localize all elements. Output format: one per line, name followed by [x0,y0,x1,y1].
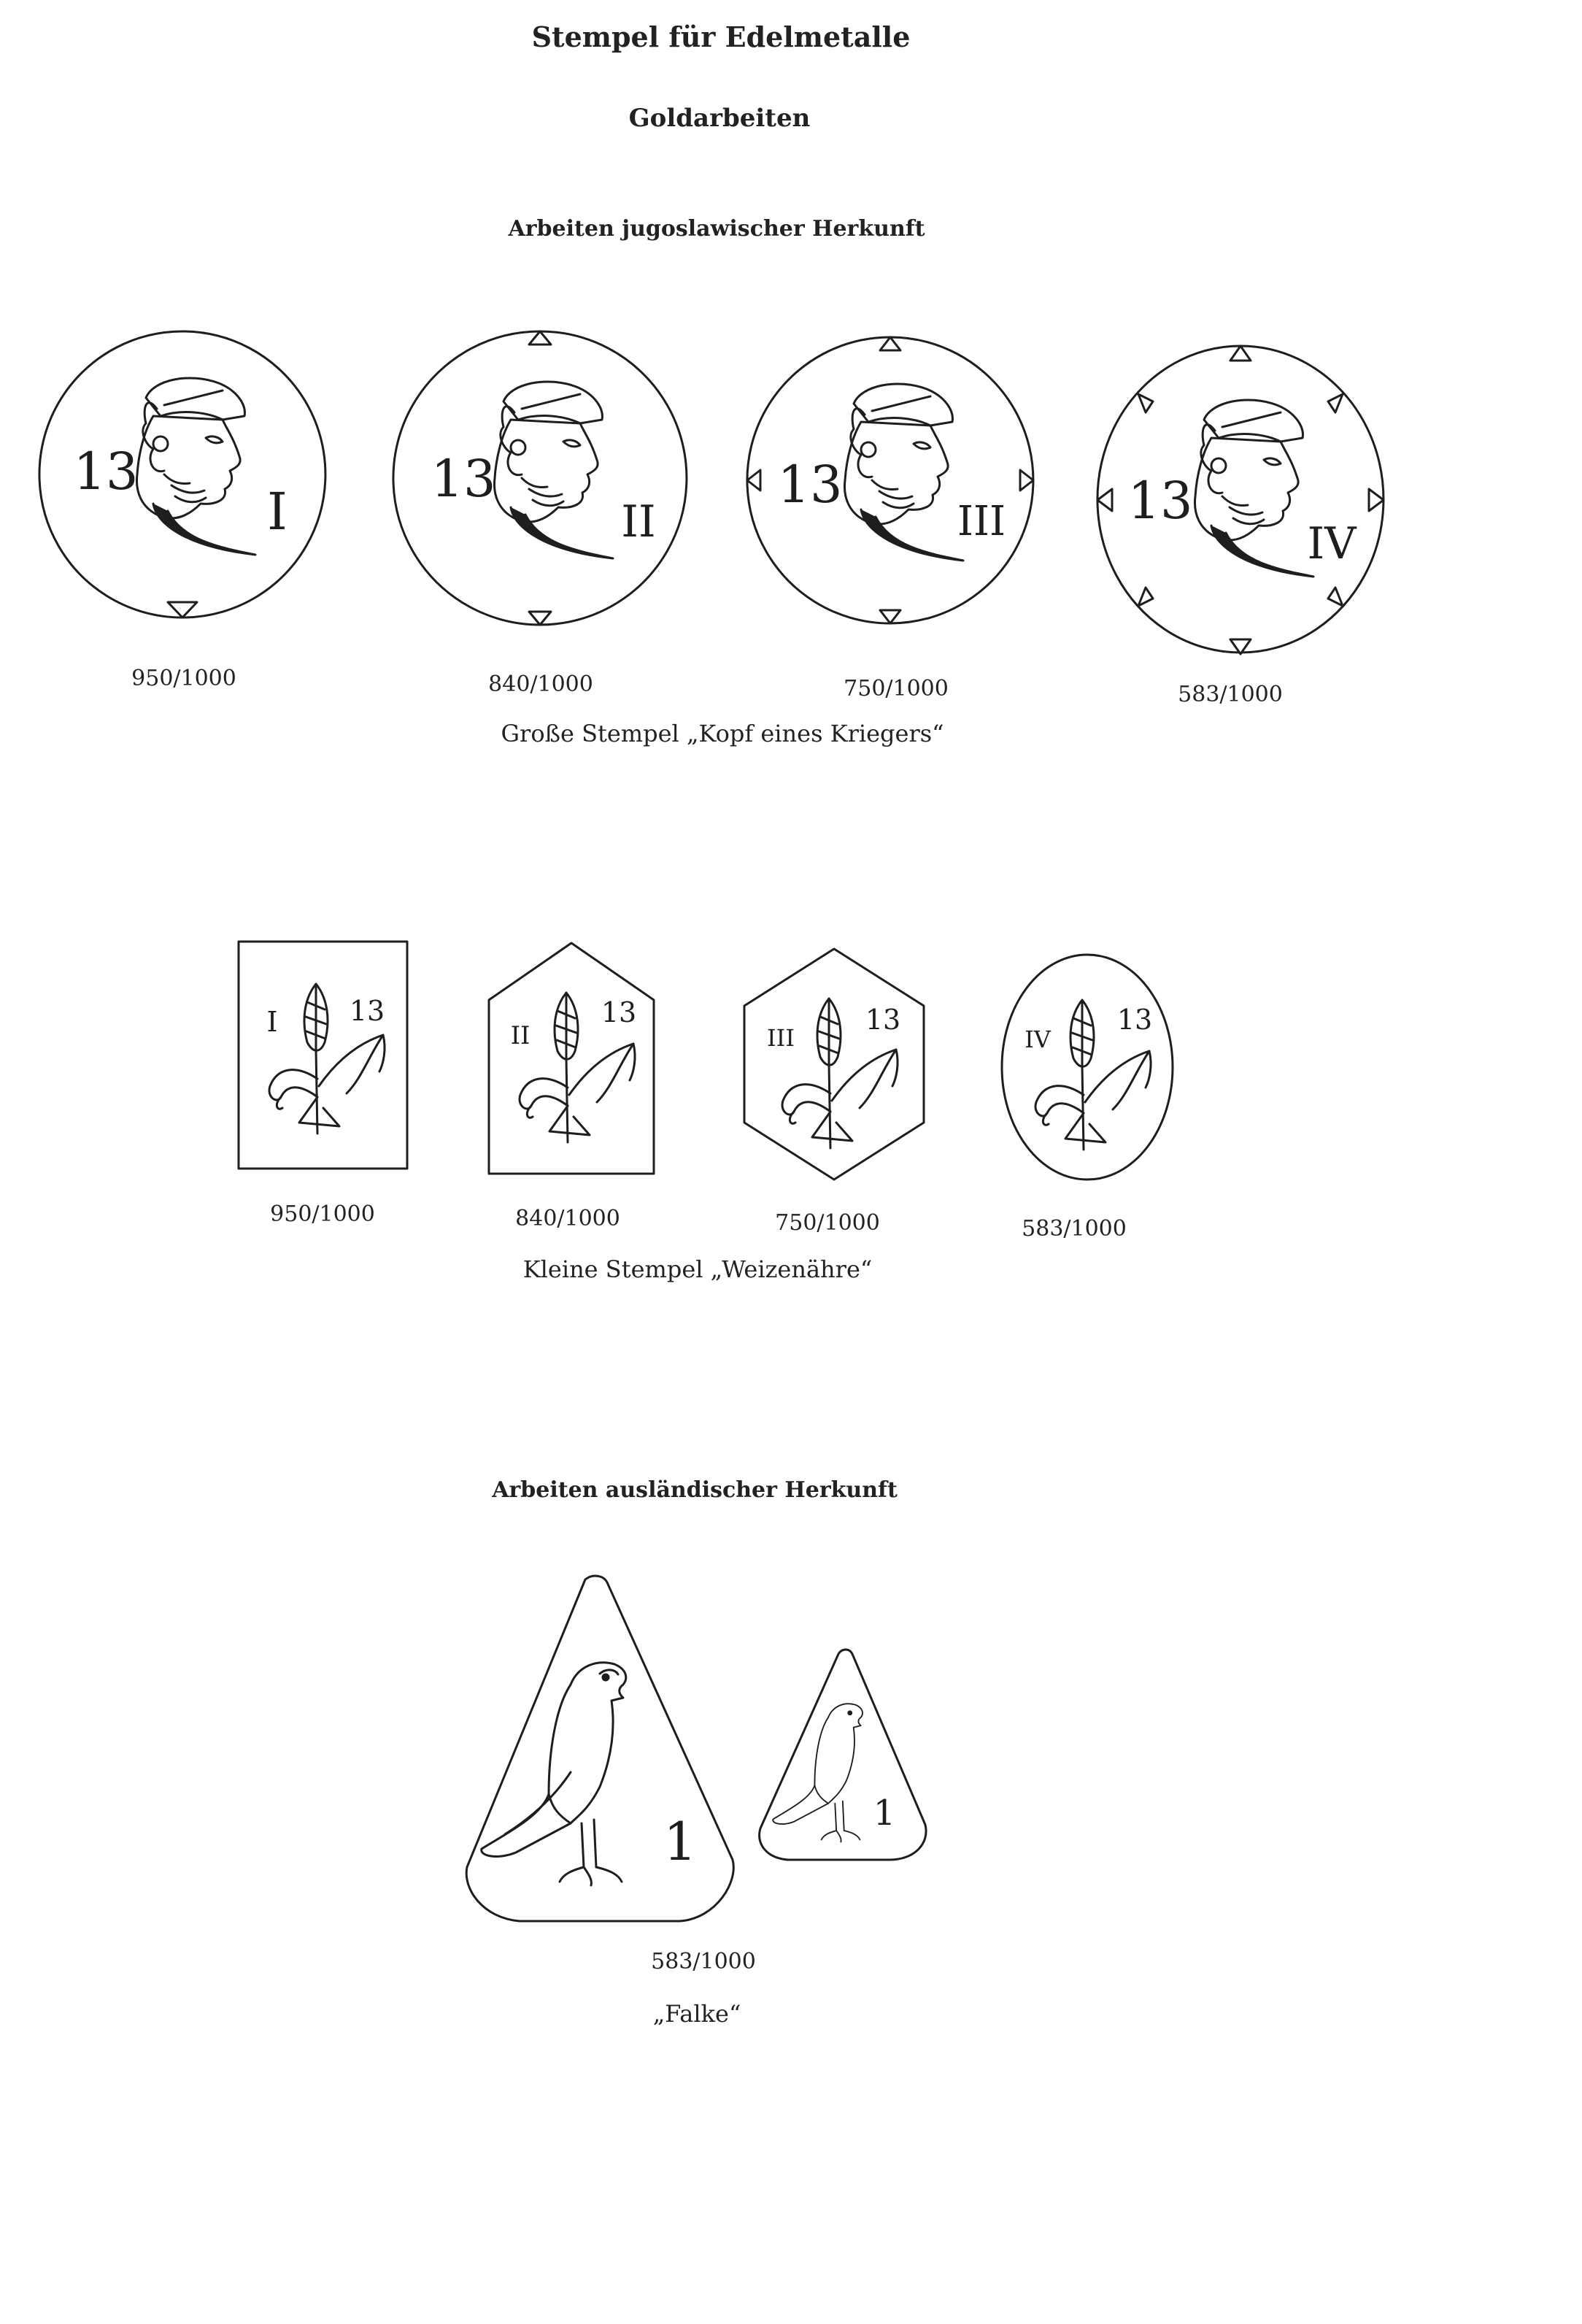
stamp-number: 13 [1127,471,1193,531]
warrior-head-icon [494,382,613,558]
warrior-head-icon [1195,400,1313,577]
wheat-ear-stamp-4 [1000,953,1175,1182]
stamp-grade: I [267,482,288,542]
page-title: Stempel für Edelmetalle [531,20,911,53]
stamp-grade: II [621,496,656,547]
wheat-ear-stamp-2 [487,942,655,1175]
domestic-heading: Arbeiten jugoslawischer Herkunft [508,216,925,242]
wheat-ear-stamp-1 [237,940,409,1170]
falcon-stamp-small [755,1650,930,1863]
stamp-grade: I [266,1006,278,1038]
fineness-label: 750/1000 [775,1210,880,1236]
fineness-label: 750/1000 [844,676,949,701]
fineness-label: 840/1000 [488,672,593,697]
warrior-head-stamp-4 [1095,343,1386,657]
fineness-label: 840/1000 [515,1206,620,1231]
foreign-heading: Arbeiten ausländischer Herkunft [492,1477,898,1503]
large-stamps-caption: Große Stempel „Kopf eines Kriegers“ [501,720,944,747]
stamp-number: 1 [663,1811,697,1872]
stamp-grade: IV [1025,1026,1051,1053]
page-subtitle: Goldarbeiten [628,104,811,133]
warrior-head-stamp-1 [36,328,328,620]
warrior-head-stamp-2 [390,328,690,628]
falcon-stamp-large [461,1575,738,1924]
falcon-icon [482,1663,626,1885]
falcon-caption: „Falke“ [652,2000,741,2028]
fineness-label: 583/1000 [651,1949,756,1974]
warrior-head-stamp-3 [744,334,1036,626]
stamp-number: 13 [73,442,139,501]
warrior-head-icon [136,378,255,555]
stamp-grade: III [957,498,1006,545]
stamp-number: 13 [601,996,637,1028]
stamp-grade: II [510,1021,530,1050]
fineness-label: 583/1000 [1178,682,1283,707]
small-stamps-caption: Kleine Stempel „Weizenähre“ [522,1255,873,1283]
wheat-ear-stamp-3 [743,947,925,1181]
fineness-label: 950/1000 [270,1201,375,1227]
stamp-number: 13 [1116,1004,1153,1036]
stamp-number: 1 [873,1793,896,1834]
stamp-number: 13 [349,995,385,1027]
stamp-grade: IV [1307,518,1357,569]
stamp-grade: III [767,1024,795,1052]
warrior-head-icon [844,384,963,561]
fineness-label: 950/1000 [131,666,236,691]
fineness-label: 583/1000 [1022,1216,1127,1242]
stamp-number: 13 [777,455,843,515]
stamp-number: 13 [865,1004,901,1036]
stamp-number: 13 [431,449,496,509]
